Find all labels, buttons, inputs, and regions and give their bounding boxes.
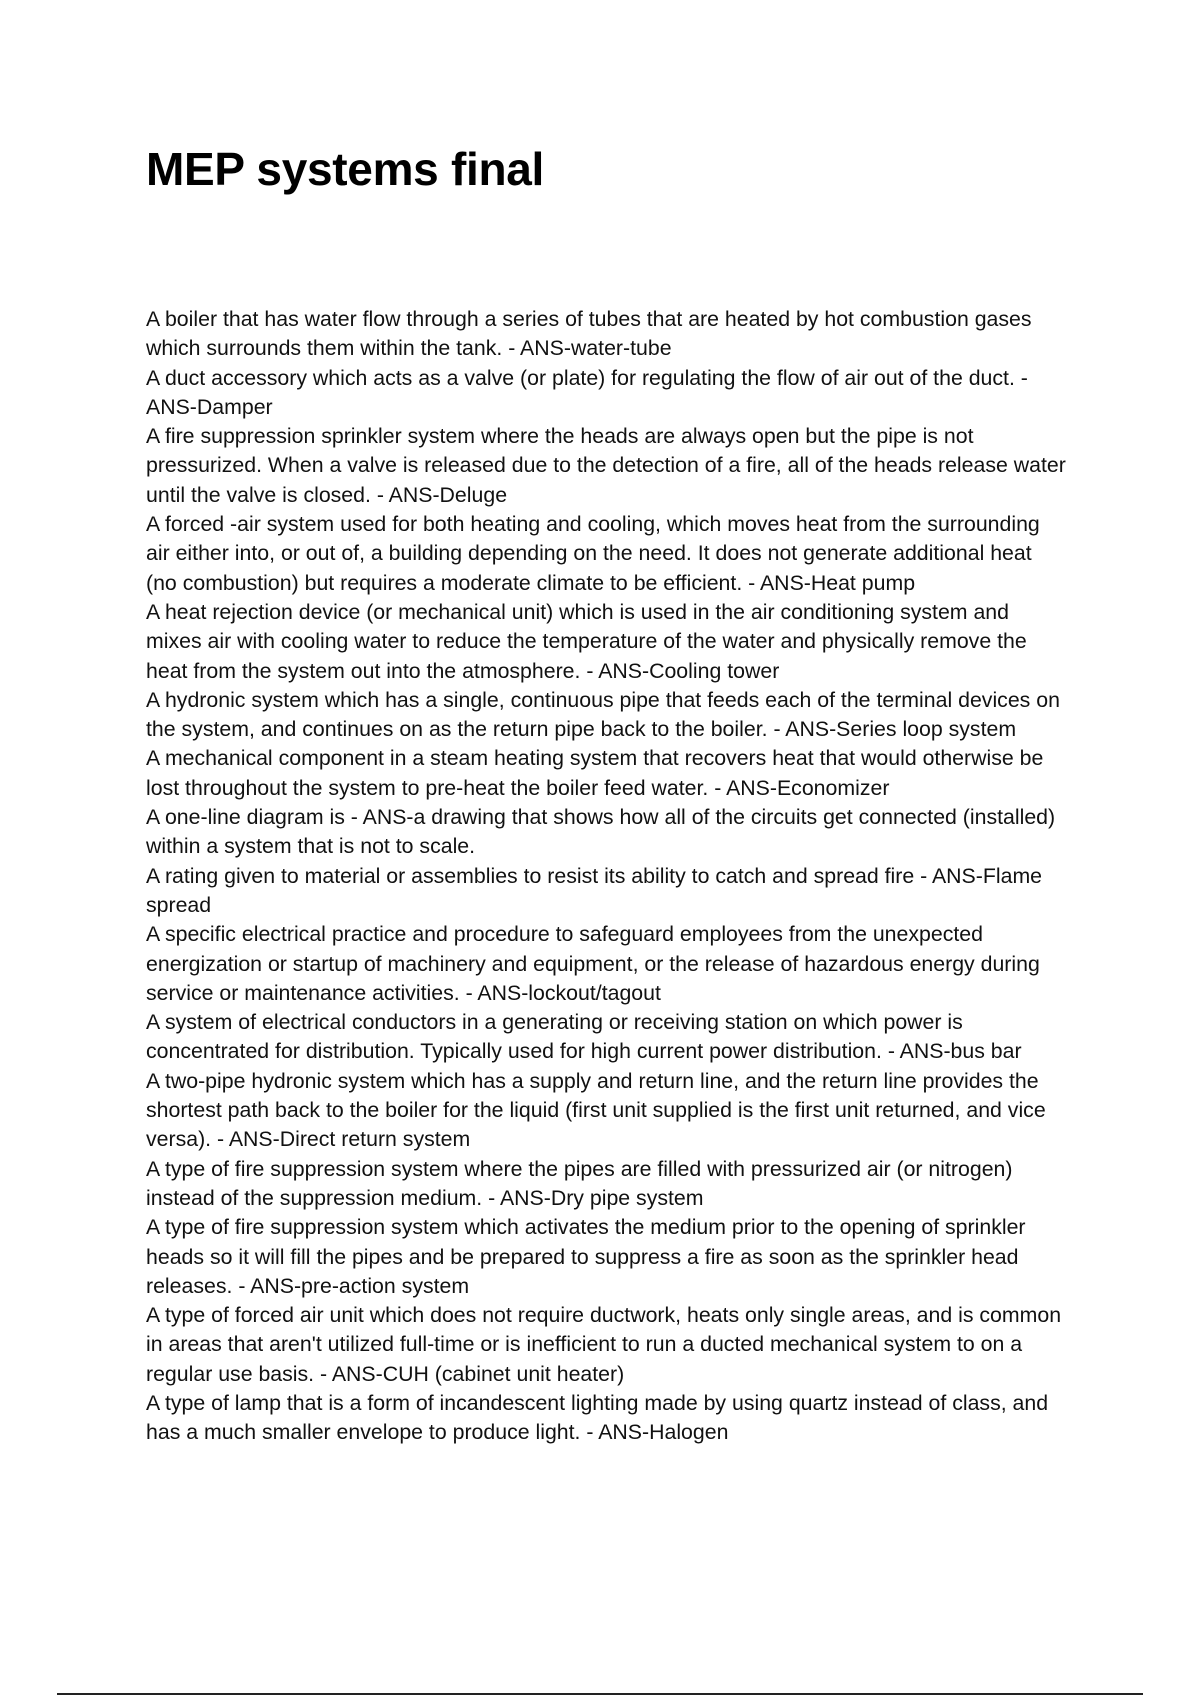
qa-entry: A hydronic system which has a single, continuous pipe that feeds each of the terminal devices on the system, and continues on as the return pipe back to the boiler. - ANS-Series loop system <box>146 687 1060 742</box>
qa-entry: A type of fire suppression system which activates the medium prior to the opening of sprinkler heads so it will fill the pipes and be prepared to suppress a fire as soon as the sprinkler head releases. - ANS-pre-action system <box>146 1215 1026 1298</box>
qa-entry: A two-pipe hydronic system which has a supply and return line, and the return line provides the shortest path back to the boiler for the liquid (first unit supplied is the first unit returned, and vice versa). - ANS-Direct return system <box>146 1068 1046 1152</box>
qa-entry-list <box>146 305 1066 1448</box>
qa-entry: A specific electrical practice and procedure to safeguard employees from the unexpected energization or startup of machinery and equipment, or the release of hazardous energy during service or maintenance activities. - ANS-lockout/tagout <box>146 922 1040 1005</box>
qa-entry: A mechanical component in a steam heating system that recovers heat that would otherwise be lost throughout the system to pre-heat the boiler feed water. - ANS-Economizer <box>146 746 1044 800</box>
qa-entry: A duct accessory which acts as a valve (or plate) for regulating the flow of air out of the duct. - ANS-Damper <box>146 365 1028 419</box>
qa-entry: A boiler that has water flow through a series of tubes that are heated by hot combustion gases which surrounds them within the tank. - ANS-water-tube <box>146 307 1032 361</box>
page-bottom-divider <box>57 1693 1143 1695</box>
qa-entry: A heat rejection device (or mechanical unit) which is used in the air conditioning system and mixes air with cooling water to reduce the temperature of the water and physically remove the heat from the system out into the atmosphere. - ANS-Cooling tower <box>146 599 1027 683</box>
qa-entry: A type of fire suppression system where the pipes are filled with pressurized air (or nitrogen) instead of the suppression medium. - ANS-Dry pipe system <box>146 1156 1013 1210</box>
qa-entry: A type of forced air unit which does not require ductwork, heats only single areas, and is common in areas that aren't utilized full-time or is inefficient to run a ducted mechanical system to on a regular use basis. - ANS-CUH (cabinet unit heater) <box>146 1303 1062 1386</box>
qa-entry: A fire suppression sprinkler system where the heads are always open but the pipe is not pressurized. When a valve is released due to the detection of a fire, all of the heads release water until the valve is closed. - ANS-Deluge <box>146 424 1066 507</box>
qa-entry: A one-line diagram is - ANS-a drawing that shows how all of the circuits get connected (installed) within a system that is not to scale. <box>146 805 1056 859</box>
page-title: MEP systems final <box>146 143 545 195</box>
qa-entry: A forced -air system used for both heating and cooling, which moves heat from the surrounding air either into, or out of, a building depending on the need. It does not generate additional heat (no combustion) but requires a moderate climate to be efficient. - ANS-Heat pump <box>146 512 1040 595</box>
qa-entry: A system of electrical conductors in a generating or receiving station on which power is concentrated for distribution. Typically used for high current power distribution. - ANS-bus bar <box>146 1010 1022 1064</box>
qa-entry: A type of lamp that is a form of incandescent lighting made by using quartz instead of class, and has a much smaller envelope to produce light. - ANS-Halogen <box>146 1390 1049 1445</box>
qa-entry: A rating given to material or assemblies to resist its ability to catch and spread fire - ANS-Flame spread <box>146 863 1043 917</box>
